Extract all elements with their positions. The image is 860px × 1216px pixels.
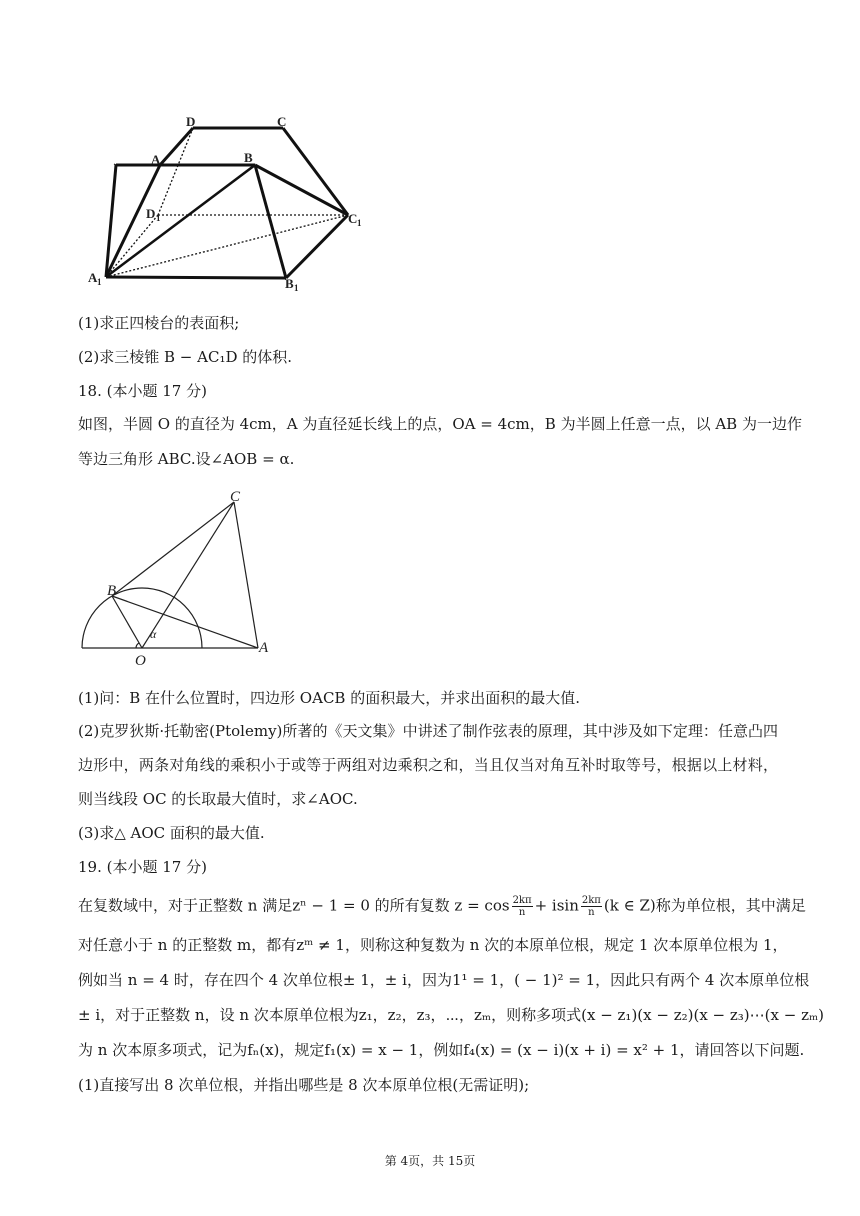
label-O: O xyxy=(135,653,146,669)
p18-question-1: (1)问：B 在什么位置时，四边形 OACB 的面积最大，并求出面积的最大值. xyxy=(78,689,580,707)
label-C: C xyxy=(230,489,241,505)
p19-line-2: 对任意小于 n 的正整数 m，都有zᵐ ≠ 1，则称这种复数为 n 次的本原单位根，规定 1 次本原单位根为 1， xyxy=(78,936,788,954)
label-A: A xyxy=(151,152,161,167)
page-footer: 第 4页，共 15页 xyxy=(384,1154,476,1168)
fraction-1 xyxy=(512,895,533,918)
p19-line-1-c: (k ∈ Z)称为单位根，其中满足 xyxy=(603,896,806,915)
label-B: B xyxy=(107,583,117,599)
p19-line-1-b: + isin xyxy=(534,896,579,915)
label-B1: B xyxy=(285,276,294,291)
label-alpha: α xyxy=(150,627,157,641)
p18-header: 18. (本小题 17 分) xyxy=(78,382,207,400)
p19-question-1: (1)直接写出 8 次单位根，并指出哪些是 8 次本原单位根(无需证明); xyxy=(78,1076,530,1094)
p18-question-2-line-2: 边形中，两条对角线的乘积小于或等于两组对边乘积之和，当且仅当对角互补时取等号，根据以上材料， xyxy=(78,756,778,774)
label-A: A xyxy=(259,640,269,656)
fraction-2-num: 2kπ xyxy=(581,895,601,906)
label-A1: A xyxy=(88,270,98,285)
label-A1-sub: 1 xyxy=(97,277,102,287)
p19-line-1-a: 在复数域中，对于正整数 n 满足zⁿ − 1 = 0 的所有复数 z = cos xyxy=(78,896,510,915)
label-C1-sub: 1 xyxy=(357,218,362,228)
p19-line-5: 为 n 次本原多项式，记为fₙ(x)，规定f₁(x) = x − 1，例如f₄(x) = (x − i)(x + i) = x² + 1，请回答以下问题. xyxy=(78,1041,805,1059)
p17-question-2: (2)求三棱锥 B − AC₁D 的体积. xyxy=(78,348,293,366)
label-D1: D xyxy=(146,206,156,221)
label-C: C xyxy=(277,114,287,129)
p19-line-3: 例如当 n = 4 时，存在四个 4 次单位根± 1，± i，因为1¹ = 1，( − 1)² = 1，因此只有两个 4 次本原单位根 xyxy=(78,971,810,989)
label-D1-sub: 1 xyxy=(156,213,161,223)
p19-header: 19. (本小题 17 分) xyxy=(78,858,207,876)
p18-stem-line-2: 等边三角形 ABC.设∠AOB = α. xyxy=(78,450,295,468)
p17-question-1: (1)求正四棱台的表面积; xyxy=(78,314,240,332)
label-B: B xyxy=(244,150,253,165)
frustum-figure xyxy=(78,110,378,295)
label-C1: C xyxy=(348,211,358,226)
semicircle-figure xyxy=(78,482,288,672)
p19-line-1 xyxy=(78,895,806,918)
label-B1-sub: 1 xyxy=(294,283,299,293)
p18-question-2-line-1: (2)克罗狄斯·托勒密(Ptolemy)所著的《天文集》中讲述了制作弦表的原理，其中涉及如下定理：任意凸四 xyxy=(78,722,778,740)
label-D: D xyxy=(186,114,196,129)
fraction-2 xyxy=(581,895,602,918)
p19-line-4: ± i，对于正整数 n，设 n 次本原单位根为z₁，z₂，z₃，⋯，zₘ，则称多项式(x − z₁)(x − z₂)(x − z₃)⋯(x − zₘ) xyxy=(78,1006,825,1024)
p18-stem-line-1: 如图，半圆 O 的直径为 4cm，A 为直径延长线上的点，OA = 4cm，B 为半圆上任意一点，以 AB 为一边作 xyxy=(78,415,802,433)
fraction-2-den: n xyxy=(588,907,595,918)
fraction-1-num: 2kπ xyxy=(512,895,532,906)
fraction-1-den: n xyxy=(518,907,526,918)
p18-question-3: (3)求△ AOC 面积的最大值. xyxy=(78,824,265,842)
p18-question-2-line-3: 则当线段 OC 的长取最大值时，求∠AOC. xyxy=(78,790,358,808)
